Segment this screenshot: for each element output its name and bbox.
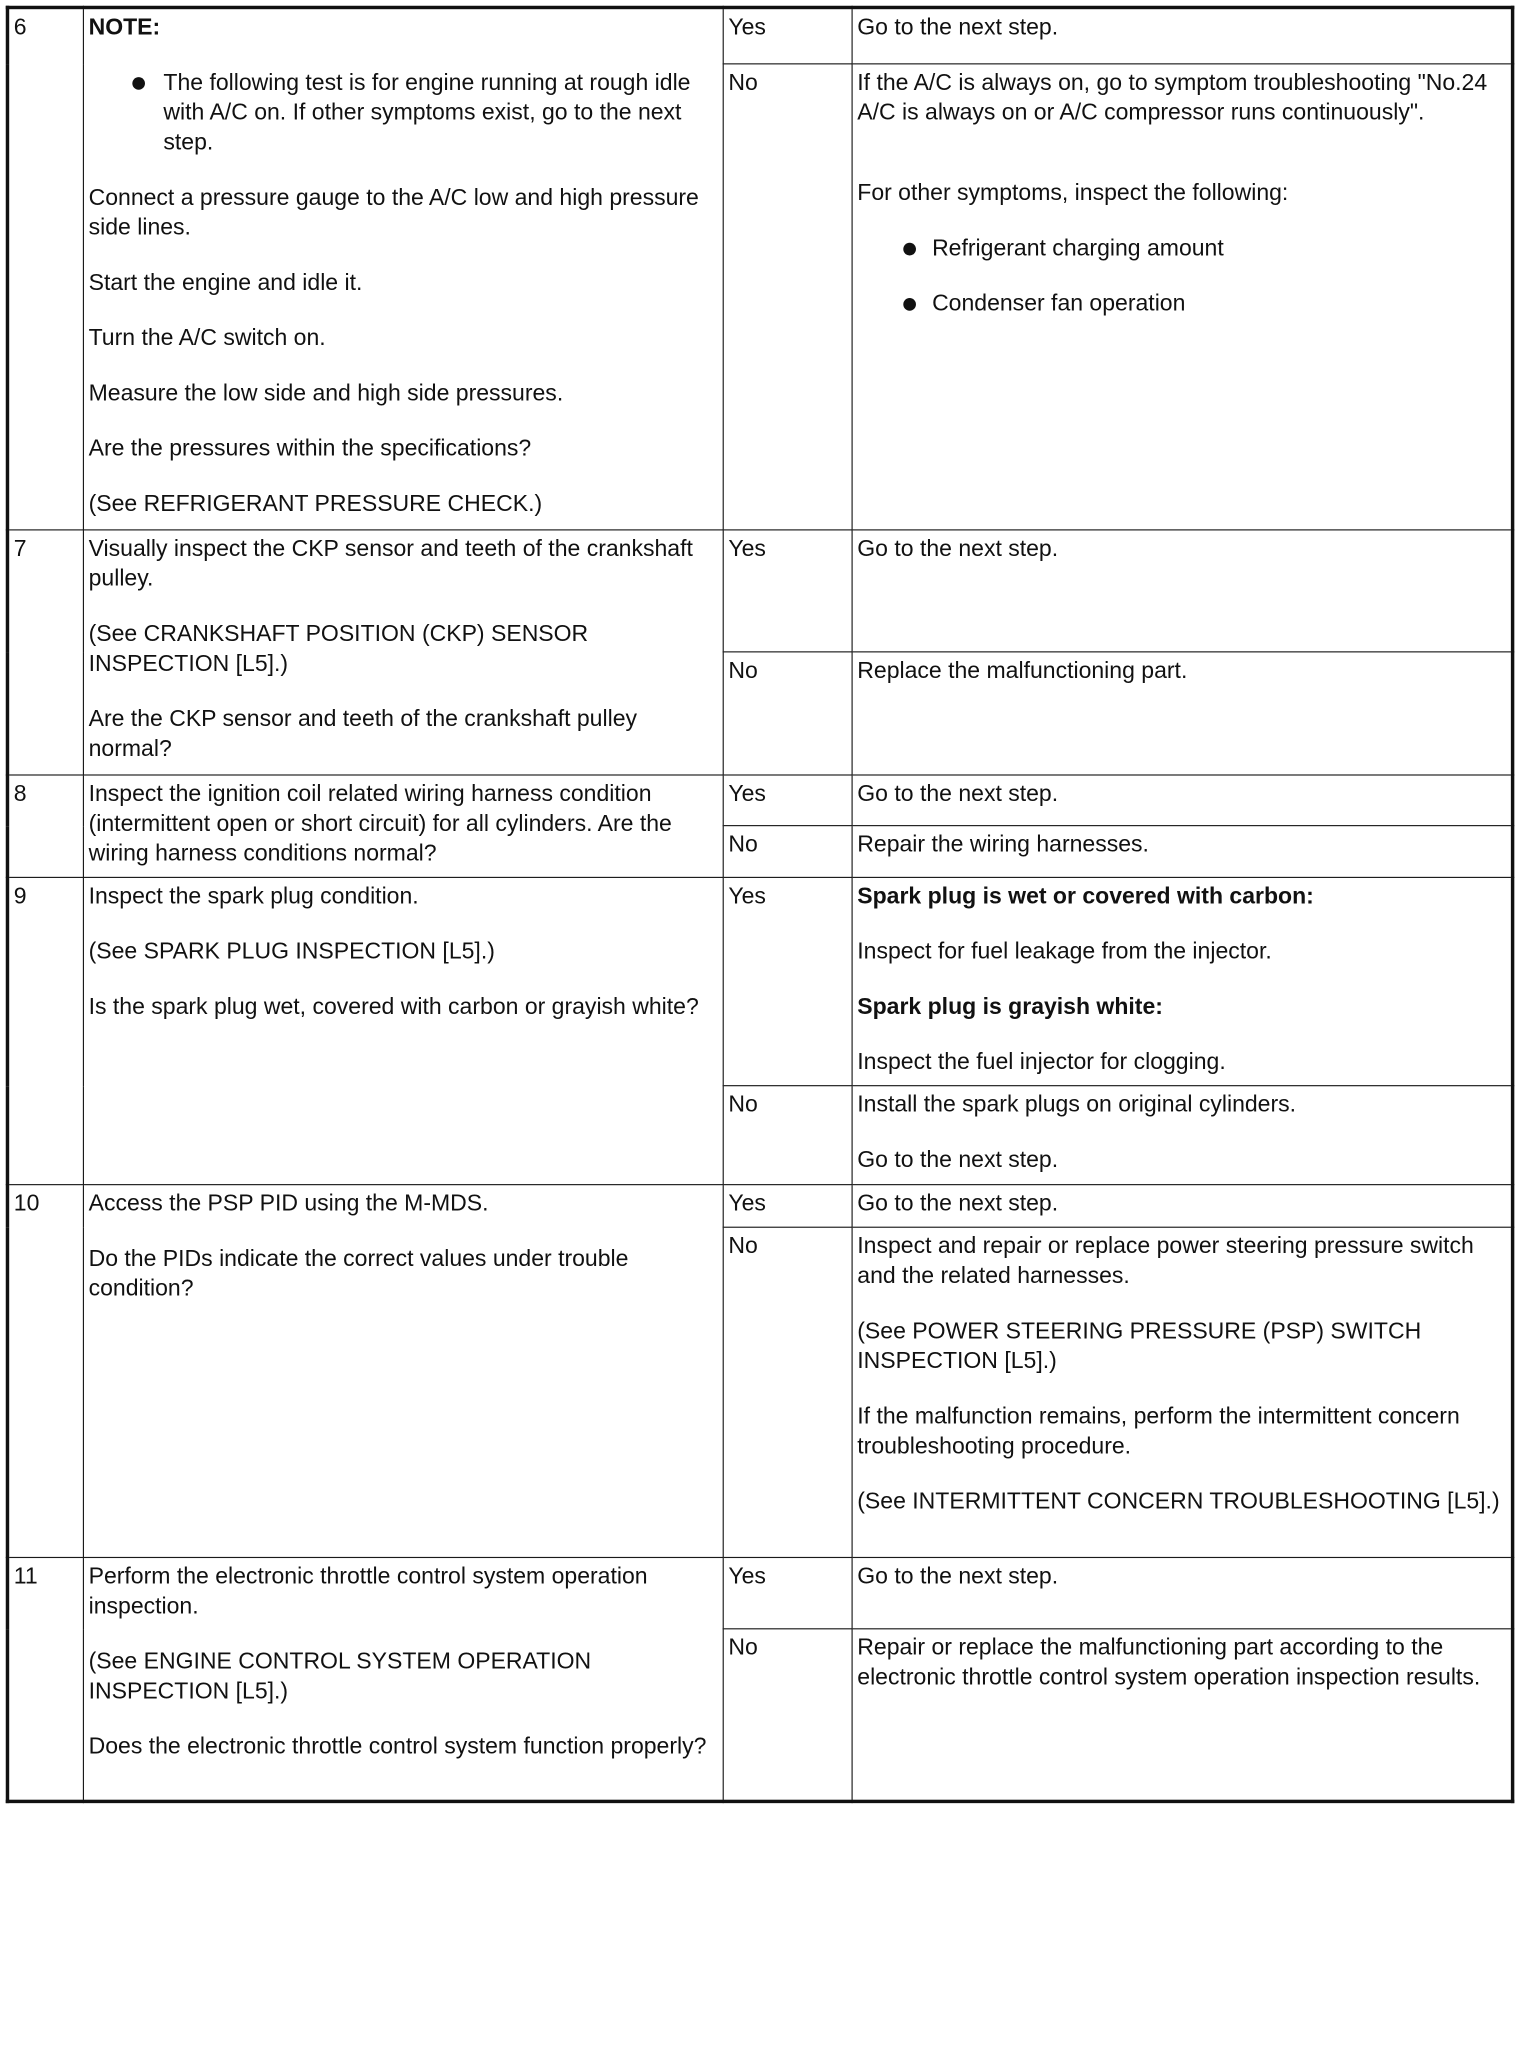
note-list [89, 68, 717, 158]
no-label: No [723, 64, 852, 530]
result-paragraph: Go to the next step. [857, 1147, 1059, 1173]
step-6-yes-row [7, 7, 1512, 63]
action-paragraph: Connect a pressure gauge to the A/C low and high pressure side lines. [88, 185, 699, 241]
yes-result: Go to the next step. [852, 775, 1513, 826]
action-paragraph: Are the CKP sensor and teeth of the crankshaft pulley normal? [88, 706, 638, 762]
no-label: No [723, 652, 852, 775]
step-action [83, 1185, 723, 1558]
step-action: Inspect the ignition coil related wiring harness condition (intermittent open or short circuit) for all cylinders. Are the wiring harness conditions normal? [83, 775, 723, 877]
troubleshooting-table [6, 6, 1515, 1803]
step-9-yes-row [7, 877, 1512, 1085]
result-paragraph: Install the spark plugs on original cylinders. [857, 1092, 1297, 1118]
action-paragraph: Perform the electronic throttle control system operation inspection. [88, 1563, 648, 1620]
action-paragraph: (See REFRIGERANT PRESSURE CHECK.) [88, 491, 543, 517]
note-bullet: The following test is for engine running at rough idle with A/C on. If other symptoms exist, go to the next step. [89, 68, 717, 158]
result-paragraph: Inspect for fuel leakage from the injector. [857, 938, 1272, 965]
yes-label: Yes [723, 775, 852, 826]
result-paragraph: For other symptoms, inspect the following: [857, 180, 1289, 206]
no-result [852, 64, 1513, 530]
yes-label: Yes [723, 7, 852, 63]
step-number: 10 [7, 1185, 83, 1558]
action-paragraph: (See ENGINE CONTROL SYSTEM OPERATION INSPECTION [L5].) [88, 1648, 592, 1705]
result-paragraph: If the malfunction remains, perform the intermittent concern troubleshooting procedure. [857, 1403, 1460, 1460]
step-number: 8 [7, 775, 83, 877]
yes-result: Go to the next step. [852, 7, 1513, 63]
action-paragraph: Do the PIDs indicate the correct values under trouble condition? [88, 1246, 629, 1302]
action-paragraph: Does the electronic throttle control system function properly? [88, 1734, 707, 1760]
no-label: No [723, 1227, 852, 1557]
action-paragraph: (See CRANKSHAFT POSITION (CKP) SENSOR INSPECTION [L5].) [88, 621, 589, 677]
action-paragraph: Visually inspect the CKP sensor and teeth of the crankshaft pulley. [88, 536, 693, 592]
yes-label: Yes [723, 877, 852, 1085]
action-paragraph: Access the PSP PID using the M-MDS. [88, 1190, 489, 1217]
step-action [83, 877, 723, 1184]
no-result: Repair or replace the malfunctioning part according to the electronic throttle control system operation inspection results. [852, 1629, 1513, 1802]
no-result [852, 1227, 1513, 1557]
yes-label: Yes [723, 530, 852, 652]
action-paragraph: (See SPARK PLUG INSPECTION [L5].) [88, 938, 495, 965]
step-number: 11 [7, 1557, 83, 1801]
step-action [83, 530, 723, 775]
step-action [83, 1557, 723, 1801]
no-result [852, 1086, 1513, 1185]
step-8-yes-row [7, 775, 1512, 826]
note-label: NOTE: [88, 14, 161, 41]
no-label: No [723, 1629, 852, 1802]
action-paragraph: Are the pressures within the specifications? [88, 436, 532, 462]
no-label: No [723, 1086, 852, 1185]
inspect-item: Refrigerant charging amount [857, 234, 1505, 264]
step-11-yes-row [7, 1557, 1512, 1628]
result-heading: Spark plug is grayish white: [857, 994, 1163, 1020]
result-heading: Spark plug is wet or covered with carbon: [857, 883, 1314, 910]
yes-result: Go to the next step. [852, 1185, 1513, 1228]
action-paragraph: Start the engine and idle it. [88, 270, 363, 296]
yes-result: Go to the next step. [852, 530, 1513, 652]
yes-result [852, 877, 1513, 1085]
result-paragraph: Inspect and repair or replace power steering pressure switch and the related harnesses. [857, 1233, 1474, 1289]
result-paragraph: If the A/C is always on, go to symptom troubleshooting "No.24 A/C is always on or A/C compressor runs continuously". [857, 70, 1488, 126]
step-number: 7 [7, 530, 83, 775]
result-paragraph: Inspect the fuel injector for clogging. [857, 1049, 1226, 1075]
no-result: Replace the malfunctioning part. [852, 652, 1513, 775]
action-paragraph: Is the spark plug wet, covered with carbon or grayish white? [88, 994, 699, 1020]
step-number: 6 [7, 7, 83, 529]
step-7-yes-row [7, 530, 1512, 652]
action-paragraph: Inspect the spark plug condition. [88, 883, 419, 910]
yes-label: Yes [723, 1185, 852, 1228]
step-number: 9 [7, 877, 83, 1184]
result-paragraph: (See POWER STEERING PRESSURE (PSP) SWITCH INSPECTION [L5].) [857, 1318, 1422, 1374]
inspect-list [857, 234, 1505, 319]
result-paragraph: (See INTERMITTENT CONCERN TROUBLESHOOTING [L5].) [857, 1489, 1500, 1515]
yes-label: Yes [723, 1557, 852, 1628]
step-action [83, 7, 723, 529]
no-result: Repair the wiring harnesses. [852, 826, 1513, 878]
action-paragraph: Measure the low side and high side pressures. [88, 380, 564, 407]
step-10-yes-row [7, 1185, 1512, 1228]
no-label: No [723, 826, 852, 878]
yes-result: Go to the next step. [852, 1557, 1513, 1628]
inspect-item: Condenser fan operation [857, 289, 1505, 319]
action-paragraph: Turn the A/C switch on. [88, 325, 326, 351]
